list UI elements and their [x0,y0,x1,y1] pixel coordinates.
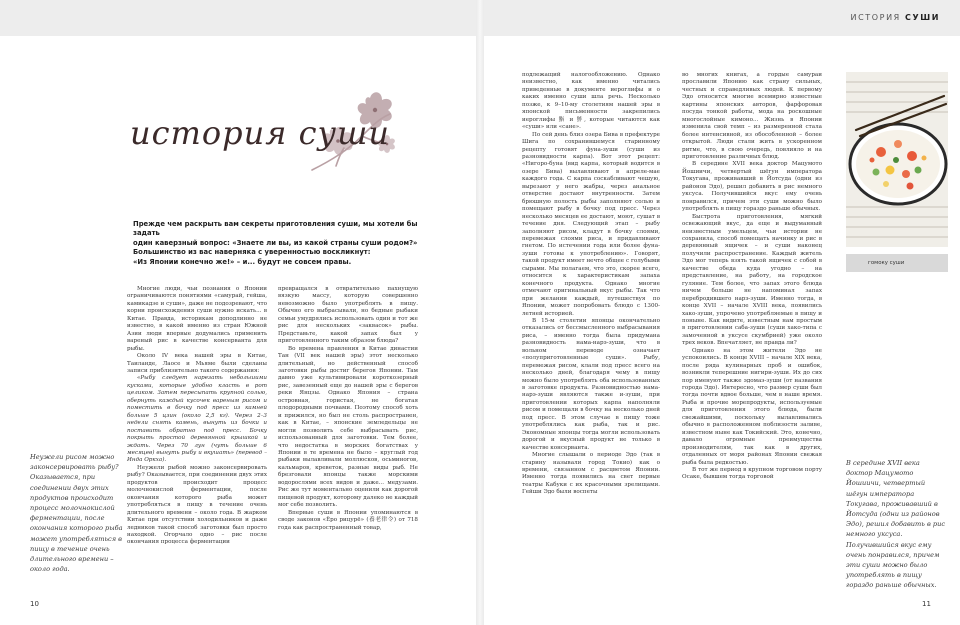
header-band-right [484,0,960,36]
page-number-right: 11 [922,600,931,608]
paragraph: во многих книгах, а гордые самураи прославили Японию как страну сильных, честных и справедливых людей. К первому Эдо относится многие всемирно известные картины японских авторов, фарфоровая посуда тонкой работы, мода на роскошные многослойные кимоно... Жизнь в Японии изменила свой темп – из размеренной стала более интенсивной, из обособленной – более открытой. Люди стали жить в ускоренном ритме, что, в свою очередь, повлияло и на приготовление различных блюд. [682,72,822,160]
paragraph: превращался в отвратительно пахнущую вязкую массу, которую совершенно невозможно было употреблять в пищу. Обычно его выбрасывали, но бедные рыбаки семьи умудрялись использовать один и тот же рис для нескольких «закваcок» рыбы. Представьте, какой запах был у приготовленного таким образом блюда? [278,286,418,345]
body-column-left-2 [278,286,418,532]
header-band-left [0,0,476,36]
sushi-bowl-illustration [846,72,948,247]
section-label [851,13,941,22]
lead-line: «Из Японии конечно же!» – и... будут не совсем правы. [133,257,352,266]
title-block [120,96,420,186]
paragraph: Быстрота приготовления, мягкий освежающий вкус, да еще и выдуманный неизвестным умельцем, чьи истории не сохранила, способ помещать начинку и рис в деревянный ящичек – и суши наконец получили распространение. Каждый житель Эдо мог теперь взять такой ящичек с собой в качестве обеда куда угодно – на представление, на работу, на городское гуляние. Тем более, что запах этого блюда ничем больше не напоминал запах перебродившего нарэ-зуши. Именно тогда, в конце XVII – начале XVIII века, появились хако-зуши, упрочено употребляемые в пищу и поныне. Как видите, известным нам простым в приготовлении саба-зуши (суши хако-типа с замоченной в уксусе скумбрией) уже около трех веков. Впечатляет, не правда ли? [682,213,822,347]
paragraph: В 15-м столетии японцы окончательно отказались от бессмысленного выбрасывания риса, – именно тогда была придумана разновидность нама-нарэ-зуши, что в вольном переводе означает «полуприготовленные суши». Рыбу, перемежая рисом, клали под пресс всего на несколько дней, благодаря чему в пищу можно было употреблять оба использованных в заготовке продукта. Разновидностью нама-нарэ-зуши являются также и-зуши, при приготовлении которых карпа наполняли рисом и помещали в бочку на несколько дней под пресс. В этом случае в пищу тоже употреблялись как рыба, так и рис. Экономные японцы тогда могли использовать дорогой и вкусный продукт не только в качестве консерванта. [522,317,660,451]
pull-quote-left: Неужели рисом можно законсервировать рыбу? Оказывается, при соединении двух этих продуктов происходит процесс молочнокислой ферментации, после окончания которого рыба может употребляться в пищу в течение очень длительного времени – около года. [30,453,123,574]
paragraph: Однако на этом жители Эдо не успокоились. В конце XVIII – начале XIX века, после ряда кулинарных проб и ошибок, возникли теперешние нигири-зуши. Их до сих пор именуют также эдомаэ-зуши (от названия города Эдо). Интересно, что размер суши был тогда почти вдвое больше, чем в наше время. Рыба и прочие морепродукты, используемые для приготовления этого блюда, были свежайшими, поскольку вылавливались обычно в расположенном поблизости заливе, известном ныне как Токийский. Это, конечно, давало огромные преимущества производителям, так как в других, отдаленных от моря районах Японии свежая рыба была редкостью. [682,347,822,466]
gomoku-sushi-photo [846,72,948,247]
section-label-prefix: ИСТОРИЯ [850,13,905,22]
body-column-right-1 [522,72,660,497]
paragraph: В середине XVII века доктор Мацумото Йошиичи, четвертый шёгун императора Токугава, проживавший в Йотсуда (одни из районов Эдо), решил добавить в рис немного уксуса. Получившийся вкус ему очень понравился, причем эти суши можно было употреблять в пищу гораздо раньше обычных. [682,161,822,213]
body-column-right-2 [682,72,822,482]
paragraph: Во времена правления в Китае династии Тан (VII век нашей эры) этот несколько длительный, но действенный способ заготовки рыбы достиг берегов Японии. Там давно уже культивировали короткозерный рис, завезенный еще до нашей эры с берегов реки Янцзы. Однако Япония – страна островная, гористая, не богатая плодородными почвами. Поэтому способ хоть и прижился, но был не столь распространен, как в Китае, – японские земледельцы не могли позволить себе выбрасывать рис, использованный для заготовки. Тем более, что недостатка в морских богатствах у Японии в те времена не было – круглый год рыбаки вылавливали моллюсков, осьминогов, кальмаров, креветок, разные виды рыб. Не брезговали японцы также морскими водорослями всех видов и даже... медузами. Рис же тут моментально оценили как дорогой пищевой продукт, которому далеко не каждый мог себе позволить. [278,345,418,509]
lead-paragraph [133,220,433,267]
photo-caption [846,254,948,272]
page-number-left: 10 [30,600,39,608]
spine-gutter [476,0,484,625]
pull-quote-right: В середине XVII века доктор Мацумото Йошиичи, четвертый шёгун императора Токугава, проживавший в Йотсуда (одни из районов Эдо), решил добавить в рис немного уксуса. Получившийся вкус ему очень понравился, причем эти суши можно было употреблять в пищу гораздо раньше обычных. [846,459,946,590]
paragraph: Многие слышали о периоде Эдо (так в старину называли город Токио) как о времени, связанном с расцветом Японии. Именно тогда появились на свет первые театры Кабуки с их красочными зрелищами. Гейши Эдо были воспеты [522,452,660,496]
paragraph: В тот же период в крупном торговом порту Осаке, бывшем тогда торговой [682,467,822,481]
paragraph: По сей день близ озера Бива в префектуре Шига по сохранившемуся старинному рецепту готовят фуна-зуши (суши из разновидности карпа). Вот этот рецепт: «Нигоро-буна (вид карпа, который водится в озере Бива) вылавливают в апреле-мае каждого года. С карпа соскабливают чешую, вырезают у него жабры, через анальное отверстие достают внутренности. Затем брюшную полость рыбы заполняют солью и помещают рыбу в бочку под пресс. Через несколько месяцев ее достают, моют, сушат в течение дня. Следующий этап – рыбу заполняют рисом, кладут в бочку слоями, перемежая слоями риса, и придавливают гнетом. По истечении года или более фуна-зуши готовы к употреблению». Говорят, такой продукт имеет нечто общее с голубыми сырами. Мы полагаем, что это, скорее всего, относится к характеристикам запаха конечного продукта. Однако многие отмечают оригинальный вкус рыбы. Так что при желании каждый, путешествуя по Японии, может попробовать блюдо с 1300-летней историей. [522,131,660,317]
quoted-recipe: «Рыбу следует нарезать небольшими кусками, которые удобно класть в рот целиком. Затем пересыпать крупной солью, обернуть каждый кусочек вареным рисом и поместить в бочку под пресс из камней больше 5 цзин (около 2,5 кг). Через 2–3 недели снять камень, вынуть из бочки и поставить обратно под пресс. Бочку покрыть простой деревянной крышкой и ждать. Через 70 лун (чуть больше 6 месяцев) вынуть рыбу и вкушать» (перевод – Инда Оркха). [127,375,267,464]
paragraph: Многие люди, чьи познания о Японии ограничиваются понятиями «самурай, гейша, камикадзе и суши», даже не подозревают, что корни происхождения суши нужно искать... в Китае. Правда, историкам доподлинно не известно, в какой именно из стран Южной Азии люди впервые додумались применить вареный рис в качестве консерванта для рыбы. [127,286,267,352]
page-title: история суши [130,114,390,152]
paragraph: Около IV века нашей эры в Китае, Таиланде, Лаосе и Мьяме были сделаны записи приблизительно такого содержания: [127,353,267,374]
photo-caption-text: гомоку суши [868,260,905,266]
lead-line: Большинство из вас наверняка с уверенностью воскликнут: [133,248,371,257]
body-column-left-1 [127,286,267,547]
paragraph: Впервые суши в Японии упоминаются в своде законов «Ёро рицурё» (養老律令) от 718 года как распространенный товар, [278,509,418,531]
paragraph: подлежащий налогообложению. Однако неизвестно, как именно читались приведенные в документе иероглифы и о каких именно суши шла речь. Несколько позже, к 9–10-му столетиям нашей эры в японской письменности закрепились иероглифы 鮨 и 鮓, которые читаются как «суши» или «сане». [522,72,660,131]
lead-line: один каверзный вопрос: «Знаете ли вы, из какой страны суши родом?» [133,238,418,247]
section-label-bold: СУШИ [904,13,940,22]
paragraph: Неужели рыбой можно законсервировать рыбу? Оказывается, при соединении двух этих продуктов происходит процесс молочнокислой ферментации, после окончания которого рыба может употребляться в пищу в течение очень длительного времени – около года. В жарком Китае при отсутствии холодильников и даже ледников такой способ заготовки был просто находкой. Огорчало одно – рис после окончания процесса ферментации [127,464,267,546]
lead-line: Прежде чем раскрыть вам секреты приготовления суши, мы хотели бы задать [133,220,418,238]
